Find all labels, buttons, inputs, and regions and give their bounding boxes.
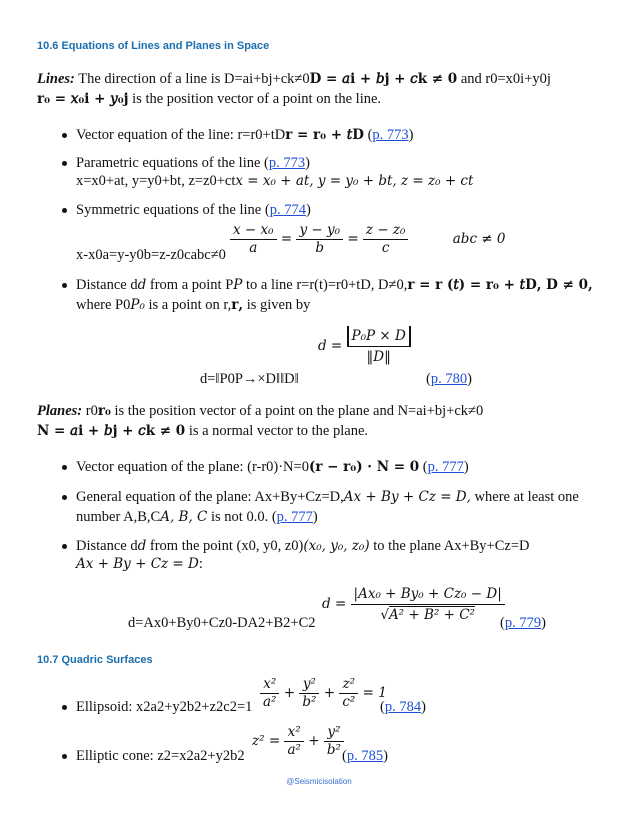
distance-line-where: where P0𝑃₀ is a point on r,𝐫, is given by [76, 297, 311, 313]
elliptic-cone-formula: z² = $\frac{\text{x²}}{\text{a²}}$ + $\frac{\text{y²}}{\text{b²}}$ [252, 724, 344, 759]
list-item-vector-plane: Vector equation of the plane: (r-r0)·N=0(𝐫 − 𝐫₀) · 𝐍 = 0 (p. 777) [76, 459, 469, 475]
distance-to-line-formula: d = $\frac{\text{P₀P × D}}{‖D‖}$ [318, 326, 411, 367]
page-link[interactable]: p. 785 [346, 748, 384, 764]
page-link[interactable]: p. 779 [504, 615, 542, 631]
page-link[interactable]: p. 773 [372, 127, 409, 143]
bullet [62, 283, 67, 288]
planes-paragraph-line2: 𝐍 = 𝑎𝐢 + 𝑏𝐣 + 𝑐𝐤 ≠ 𝟎 is a normal vector to the plane. [37, 423, 369, 439]
bullet [62, 495, 67, 500]
bullet [62, 544, 67, 549]
lines-label: Lines: [37, 71, 75, 87]
planes-paragraph-line1: Planes: r0𝐫₀ is the position vector of a point on the plane and N=ai+bj+ck≠0 [37, 403, 484, 419]
page-link[interactable]: p. 773 [268, 155, 306, 171]
direction-vector-math: 𝐃 = 𝑎𝐢 + 𝑏𝐣 + 𝑐𝐤 ≠ 𝟎 [309, 71, 458, 87]
list-item-ellipsoid: Ellipsoid: x2a2+y2b2+z2c2=1 [76, 699, 253, 715]
watermark: @Seismicisolation [286, 777, 352, 786]
page-link[interactable]: p. 777 [427, 459, 464, 475]
list-item-elliptic-cone: Elliptic cone: z2=x2a2+y2b2 [76, 748, 245, 764]
page-link[interactable]: p. 777 [276, 509, 313, 525]
bullet [62, 133, 67, 138]
page-link[interactable]: p. 774 [269, 202, 306, 218]
section-heading-10-6: 10.6 Equations of Lines and Planes in Space [37, 40, 270, 52]
position-vector-math: 𝐫₀ = 𝑥₀𝐢 + 𝑦₀𝐣 [37, 91, 129, 107]
list-item-distance-plane: Distance d𝑑 from the point (x0, y0, z0)(𝑥₀, 𝑦₀, 𝑧₀) to the plane Ax+By+Cz=D [76, 538, 530, 554]
distance-to-plane-text: d=Ax0+By0+Cz0-DA2+B2+C2 [128, 615, 316, 631]
general-plane-line2: number A,B,C𝐴, 𝐵, 𝐶 is not 0.0. (p. 777) [76, 509, 318, 525]
symmetric-equations-display: $\frac{\text{x − x₀}}{a}$ = $\frac{\text{y − y₀}}{b}$ = $\frac{\text{z − z₀}}{c}$ abc ≠ 0 [230, 222, 505, 257]
list-item-parametric: Parametric equations of the line (p. 773) [76, 155, 310, 171]
distance-to-plane-formula: d = $\frac{\text{|Ax₀ + By₀ + Cz₀ − D|}}{\text{√A² + B² + C²}}$ [322, 584, 505, 625]
symmetric-equations-text: x-x0a=y-y0b=z-z0cabc≠0 [76, 247, 226, 263]
lines-paragraph-line1: Lines: The direction of a line is D=ai+bj+ck≠0𝐃 = 𝑎𝐢 + 𝑏𝐣 + 𝑐𝐤 ≠ 𝟎 and r0=x0i+y0j [37, 71, 551, 87]
list-item-distance-line: Distance d𝑑 from a point P𝑃 to a line r=r(t)=r0+tD, D≠0,𝐫 = 𝐫 (𝑡) = 𝐫₀ + 𝑡𝐃, 𝐃 ≠ 𝟎, [76, 277, 593, 293]
lines-paragraph-line2: 𝐫₀ = 𝑥₀𝐢 + 𝑦₀𝐣 is the position vector of a point on the line. [37, 91, 382, 107]
distance-to-line-text: d=‖P0P→×D‖‖D‖ [200, 371, 299, 387]
page-link[interactable]: p. 780 [430, 371, 468, 387]
list-item-general-plane: General equation of the plane: Ax+By+Cz=D,𝐴𝑥 + 𝐵𝑦 + 𝐶𝑧 = 𝐷, where at least one [76, 489, 579, 505]
list-item-symmetric: Symmetric equations of the line (p. 774) [76, 202, 311, 218]
bullet [62, 208, 67, 213]
bullet [62, 465, 67, 470]
ellipsoid-formula: $\frac{\text{x²}}{\text{a²}}$ + $\frac{\text{y²}}{\text{b²}}$ + $\frac{\text{z²}}{\text{c²}}$ = 1 [260, 676, 387, 711]
distance-plane-line2: 𝐴𝑥 + 𝐵𝑦 + 𝐶𝑧 = 𝐷: [76, 556, 203, 572]
bullet [62, 161, 67, 166]
list-item-vector-line: Vector equation of the line: r=r0+tD𝐫 = 𝐫₀ + 𝑡𝐃 (p. 773) [76, 127, 414, 143]
parametric-equations: x=x0+at, y=y0+bt, z=z0+ct𝑥 = 𝑥₀ + 𝑎𝑡, 𝑦 = 𝑦₀ + 𝑏𝑡, 𝑧 = 𝑧₀ + 𝑐𝑡 [76, 173, 474, 189]
page-link[interactable]: p. 784 [384, 699, 422, 715]
planes-label: Planes: [37, 403, 83, 419]
document-page: 10.6 Equations of Lines and Planes in Space Lines: The direction of a line is D=ai+bj+ck≠0𝐃 = 𝑎𝐢 + 𝑏𝐣 + 𝑐𝐤 ≠ 𝟎 and r0=x0i+y0j 𝐫₀ = 𝑥₀𝐢 + 𝑦₀𝐣 is the position vector of a point on the line. Vector equation of the line: r=r0+tD𝐫 = 𝐫₀ + 𝑡𝐃 (p. 773) Parametric equations of the line (p. 773) x=x0+at, y=y0+bt, z=z0+ct𝑥 = 𝑥₀ + 𝑎𝑡, 𝑦 = 𝑦₀ + 𝑏𝑡, 𝑧 = 𝑧₀ + 𝑐𝑡 Symmetric equations of the line (p. 774) $\frac{\text{x − x₀}}{a}$ = $\frac{\text{y − y₀}}{b}$ = $\frac{\text{z − z₀}}{c}$ abc ≠ 0 x-x0a=y-y0b=z-z0cabc≠0 Distance d𝑑 from a point P𝑃 to a line r=r(t)=r0+tD, D≠0,𝐫 = 𝐫 (𝑡) = 𝐫₀ + 𝑡𝐃, 𝐃 ≠ 𝟎, where P0𝑃₀ is a point on r,𝐫, is given by d = $\frac{\text{P₀P × D}}{‖D‖}$ d=‖P0P→×D‖‖D‖ (p. 780) Planes: r0𝐫₀ is the position vector of a point on the plane and N=ai+bj+ck≠0 𝐍 = 𝑎𝐢 + 𝑏𝐣 + 𝑐𝐤 ≠ 𝟎 is a normal vector to the plane. Vector equation of the plane: (r-r0)·N=0(𝐫 − 𝐫₀) · 𝐍 = 0 (p. 777) General equation of the plane: Ax+By+Cz=D,𝐴𝑥 + 𝐵𝑦 + 𝐶𝑧 = 𝐷, where at least one number A,B,C𝐴, 𝐵, 𝐶 is not 0.0. (p. 777) Distance d𝑑 from the point (x0, y0, z0)(𝑥₀, 𝑦₀, 𝑧₀) to the plane Ax+By+Cz=D 𝐴𝑥 + 𝐵𝑦 + 𝐶𝑧 = 𝐷: d = $\frac{\text{|Ax₀ + By₀ + Cz₀ − D|}}{\text{√A² + B² + C²}}$ d=Ax0+By0+Cz0-DA2+B2+C2 (p. 779) 10.7 Quadric Surfaces $\frac{\text{x²}}{\text{a²}}$ + $\frac{\text{y²}}{\text{b²}}$ + $\frac{\text{z²}}{\text{c²}}$ = 1 Ellipsoid: x2a2+y2b2+z2c2=1 (p. 784) z² = $\frac{\text{x²}}{\text{a²}}$ + $\frac{\text{y²}}{\text{b²}}$ Elliptic cone: z2=x2a2+y2b2 (p. 785) @Seismicisolation [0, 0, 638, 825]
bullet [62, 754, 67, 759]
section-heading-10-7: 10.7 Quadric Surfaces [37, 654, 153, 666]
bullet [62, 705, 67, 710]
